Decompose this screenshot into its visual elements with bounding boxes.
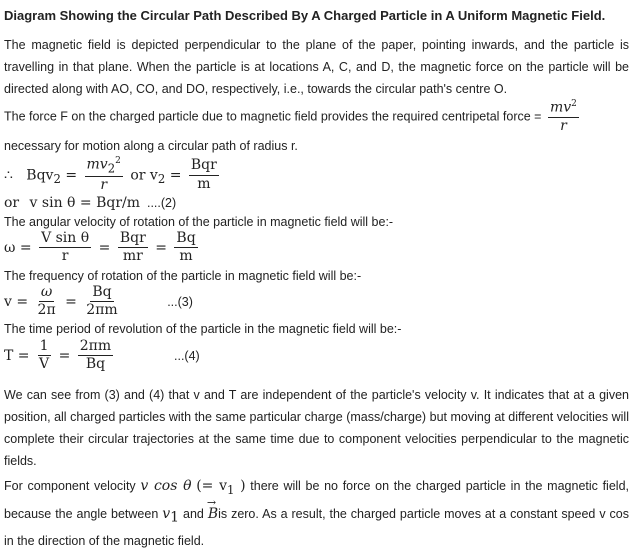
eq1-fraction-1 <box>85 157 123 194</box>
eq3-fraction-1 <box>39 231 91 265</box>
eq3-fraction-2 <box>118 231 148 265</box>
eq3-equals-1: = <box>98 239 111 256</box>
document-heading: Diagram Showing the Circular Path Described By A Charged Particle in A Uniform Magnetic Field. <box>4 8 606 23</box>
para4-vcos: v cos θ <box>140 478 192 494</box>
eq5-num1: 1 <box>38 339 51 356</box>
eq1-or: or <box>130 167 146 184</box>
eq4-den1: 2π <box>37 302 56 319</box>
eq1-v2-sub: 2 <box>157 172 166 187</box>
para4-eq-v1-sub: 1 <box>227 482 235 497</box>
eq5-fraction-1 <box>37 339 51 373</box>
para4-v1: v <box>162 505 171 522</box>
eq1-lhs-sub: 2 <box>53 172 61 187</box>
eq1-lhs: Bqv <box>26 167 54 184</box>
eq1-v2: v <box>149 167 158 184</box>
eq3-fraction-3 <box>174 231 197 265</box>
eq3-den3: m <box>179 248 193 265</box>
para4-eq-v1: (= v <box>196 478 227 494</box>
eq3-den2: mr <box>122 248 143 265</box>
eq1-num2: Bqr <box>189 158 219 175</box>
para4-text-c: is zero. As a result, the charged particle moves at a constant speed v cos in the direction of the magnetic field. <box>4 506 629 549</box>
eq1-equals-2: = <box>169 167 182 184</box>
eq3-den1: r <box>61 248 69 265</box>
circular-path-line: necessary for motion along a circular path of radius r. <box>4 139 298 153</box>
paragraph-component-velocity <box>4 474 629 553</box>
fraction-superscript: 2 <box>571 99 577 109</box>
centripetal-force-line <box>4 100 582 134</box>
vector-b: → B <box>208 502 218 526</box>
fraction-denominator: r <box>560 118 567 135</box>
eq5-reference: ...(4) <box>174 348 200 363</box>
eq5-den1: V <box>38 356 50 373</box>
period-label: The time period of revolution of the particle in the magnetic field will be:- <box>4 322 402 336</box>
eq2-or: or <box>4 195 20 211</box>
eq4-reference: ...(3) <box>167 294 193 309</box>
para4-and: and <box>183 506 204 521</box>
eq1-equals: = <box>65 167 78 184</box>
eq1-num1-sub: 2 <box>107 161 116 176</box>
eq1-den1: r <box>100 177 108 194</box>
para4-text-b: there will be no force on the charged particle in the magnetic field, because the angle between <box>4 479 629 521</box>
eq4-lhs: v = <box>4 293 29 310</box>
eq4-fraction-2 <box>84 285 119 319</box>
eq5-equals: = <box>58 347 71 364</box>
eq2-text: v sin θ = Bqr/m <box>29 195 141 211</box>
eq5-lhs: T = <box>4 347 30 364</box>
eq3-num3: Bq <box>174 231 197 248</box>
eq3-num1: V sin θ <box>39 231 91 248</box>
eq3-equals-2: = <box>155 239 167 256</box>
eq4-equals: = <box>65 293 77 310</box>
equation-period <box>4 339 200 373</box>
frequency-label: The frequency of rotation of the particle in magnetic field will be:- <box>4 269 362 283</box>
paragraph-conclusion: We can see from (3) and (4) that v and T are independent of the particle's velocity v. It indicates that at a given position, all charged particles with the same particular charge (mass/charge) but moving at different velocities will complete their circular trajectories at the same time due to component velocities perpendicular to the magnetic fields. <box>4 388 629 468</box>
para4-v1-sub: 1 <box>170 509 180 526</box>
eq1-num1: mv <box>86 156 108 173</box>
eq3-lhs: ω = <box>4 239 32 256</box>
eq1-fraction-2 <box>189 158 219 192</box>
eq5-num2: 2πm <box>78 339 113 356</box>
centripetal-force-text: The force F on the charged particle due to magnetic field provides the required centripetal force = <box>4 109 542 124</box>
eq3-num2: Bqr <box>118 231 148 248</box>
equation-omega <box>4 231 201 265</box>
eq2-reference: ....(2) <box>146 196 177 210</box>
equation-frequency <box>4 285 193 319</box>
therefore-symbol: ∴ <box>4 167 13 184</box>
paragraph-magnetic-field: The magnetic field is depicted perpendicular to the plane of the paper, pointing inwards, and the particle is travelling in that plane. When the particle is at locations A, C, and D, the magnetic force on the particle will be directed along with AO, CO, and DO, respectively, i.e., towards the circular path's centre O. <box>4 38 629 96</box>
centripetal-fraction <box>548 100 579 134</box>
eq5-fraction-2 <box>78 339 113 373</box>
fraction-numerator: mv <box>549 99 572 116</box>
eq5-den2: Bq <box>85 356 106 373</box>
eq1-num1-sup: 2 <box>115 156 121 166</box>
eq1-den2: m <box>197 175 211 192</box>
para4-text-a: For component velocity <box>4 479 136 493</box>
eq4-den2: 2πm <box>86 302 118 319</box>
angular-velocity-label: The angular velocity of rotation of the particle in magnetic field will be:- <box>4 215 394 229</box>
eq4-num2: Bq <box>90 285 113 302</box>
equation-bqv2 <box>4 157 222 194</box>
eq4-fraction-1 <box>36 285 58 319</box>
para4-close-paren: ) <box>240 478 246 494</box>
equation-2 <box>4 195 176 211</box>
eq4-num1: ω <box>39 285 54 302</box>
